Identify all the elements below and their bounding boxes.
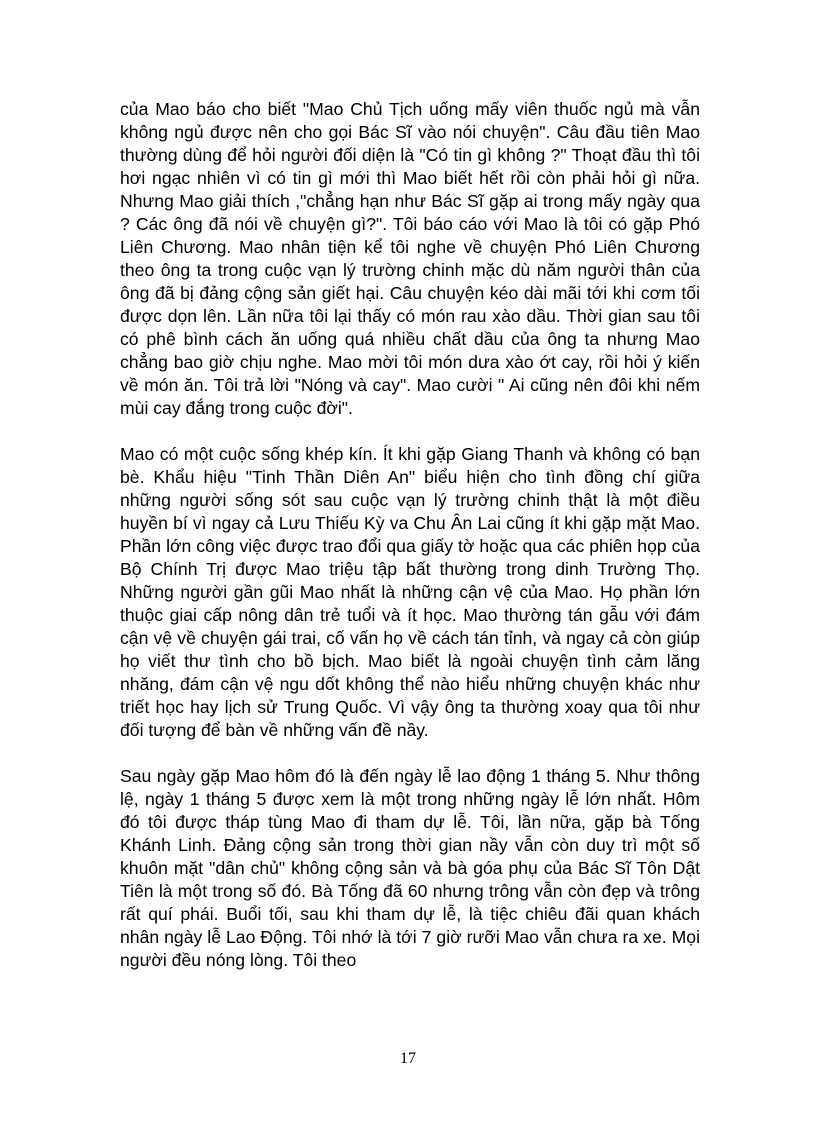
paragraph: của Mao báo cho biết "Mao Chủ Tịch uống mấy viên thuốc ngủ mà vẫn không ngủ được nên cho gọi Bác Sĩ vào nói chuyện". Câu đầu tiên Mao thường dùng để hỏi người đối diện là "Có tin gì không ?" Thoạt đầu thì tôi hơi ngạc nhiên vì có tin gì mới thì Mao biết hết rồi còn phải hỏi gì nữa. Nhưng Mao giải thích ,"chẳng hạn như Bác Sĩ gặp ai trong mấy ngày qua ? Các ông đã nói về chuyện gì?". Tôi báo cáo với Mao là tôi có gặp Phó Liên Chương. Mao nhân tiện kể tôi nghe về chuyện Phó Liên Chương theo ông ta trong cuộc vạn lý trường chinh mặc dù năm người thân của ông đã bị đảng cộng sản giết hại. Câu chuyện kéo dài mãi tới khi cơm tối được dọn lên. Lần nữa tôi lại thấy có món rau xào dầu. Thời gian sau tôi có phê bình cách ăn uống quá nhiều chất dầu của ông ta nhưng Mao chẳng bao giờ chịu nghe. Mao mời tôi món dưa xào ớt cay, rồi hỏi ý kiến về món ăn. Tôi trả lời "Nóng và cay". Mao cười " Ai cũng nên đôi khi nếm mùi cay đắng trong cuộc đời". [120, 99, 700, 418]
page-number: 17 [400, 1050, 416, 1067]
paragraph: Sau ngày gặp Mao hôm đó là đến ngày lễ lao động 1 tháng 5. Như thông lệ, ngày 1 tháng 5 được xem là một trong những ngày lễ lớn nhất. Hôm đó tôi được tháp tùng Mao đi tham dự lễ. Tôi, lần nữa, gặp bà Tống Khánh Linh. Đảng cộng sản trong thời gian nầy vẫn còn duy trì một số khuôn mặt "dân chủ" không cộng sản và bà góa phụ của Bác Sĩ Tôn Dật Tiên là một trong số đó. Bà Tống đã 60 nhưng trông vẫn còn đẹp và trông rất quí phái. Buổi tối, sau khi tham dự lễ, là tiệc chiêu đãi quan khách nhân ngày lễ Lao Động. Tôi nhớ là tới 7 giờ rưỡi Mao vẫn chưa ra xe. Mọi người đều nóng lòng. Tôi theo [120, 766, 700, 970]
body-text [120, 98, 700, 995]
paragraph: Mao có một cuộc sống khép kín. Ít khi gặp Giang Thanh và không có bạn bè. Khẩu hiệu "Tinh Thần Diên An" biểu hiện cho tình đồng chí giữa những người sống sót sau cuộc vạn lý trường chinh thật là một điều huyền bí vì ngay cả Lưu Thiếu Kỳ va Chu Ân Lai cũng ít khi gặp mặt Mao. Phần lớn công việc được trao đổi qua giấy tờ hoặc qua các phiên họp của Bộ Chính Trị được Mao triệu tập bất thường trong dinh Trường Thọ. Những người gần gũi Mao nhất là những cận vệ của Mao. Họ phần lớn thuộc giai cấp nông dân trẻ tuổi và ít học. Mao thường tán gẫu với đám cận vệ về chuyện gái trai, cố vấn họ về cách tán tỉnh, và ngay cả còn giúp họ viết thư tình cho bồ bịch. Mao biết là ngoài chuyện tình cảm lăng nhăng, đám cận vệ ngu dốt không thể nào hiểu những chuyện khác như triết học hay lịch sử Trung Quốc. Vì vậy ông ta thường xoay qua tôi như đối tượng để bàn về những vấn đề nầy. [120, 444, 700, 740]
